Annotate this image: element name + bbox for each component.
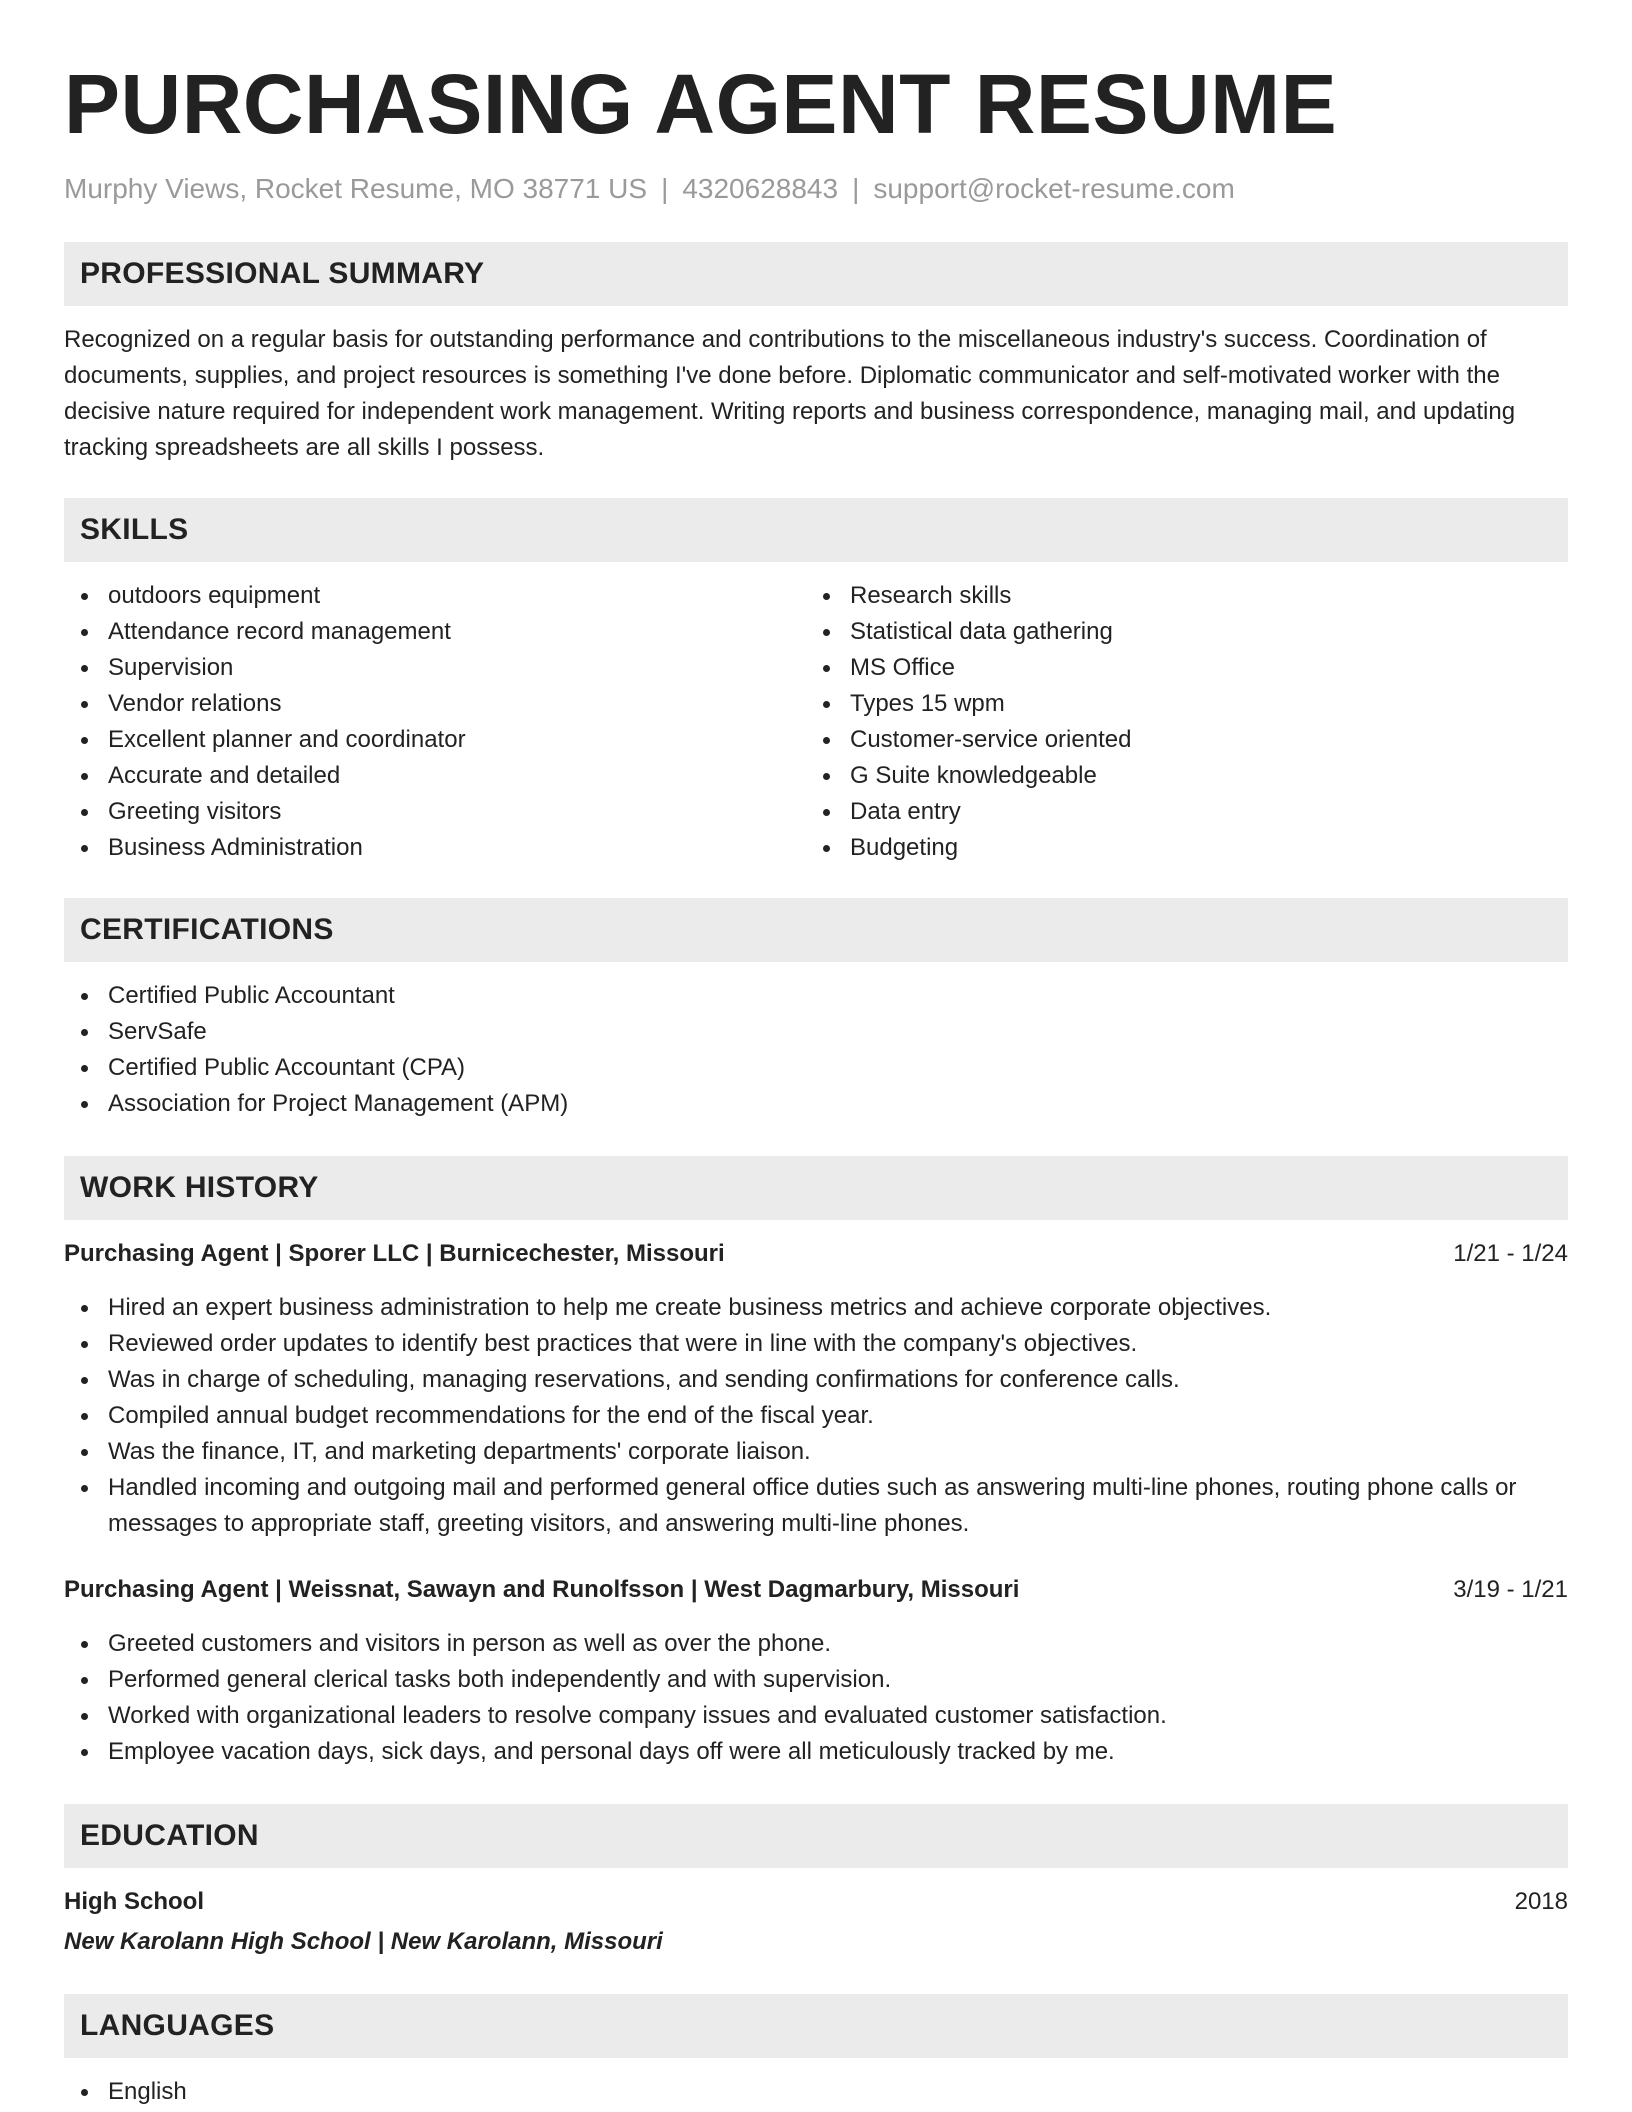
resume-title: PURCHASING AGENT RESUME [64, 57, 1338, 151]
education-degree: High School [64, 1888, 204, 1915]
job-title: Purchasing Agent | Sporer LLC | Burnicechester, Missouri [64, 1240, 725, 1267]
education-heading: EDUCATION [64, 1804, 1568, 1868]
job-bullet: Performed general clerical tasks both independently and with supervision. [64, 1662, 1568, 1698]
job-bullet: Was in charge of scheduling, managing reservations, and sending confirmations for conference calls. [64, 1362, 1568, 1398]
certification-item: Certified Public Accountant (CPA) [64, 1050, 1568, 1086]
certification-item: Certified Public Accountant [64, 978, 1568, 1014]
skill-item: Accurate and detailed [64, 758, 806, 794]
skill-item: Vendor relations [64, 686, 806, 722]
skills-list-left [64, 578, 806, 866]
languages-list [64, 2074, 1568, 2110]
job-bullet: Was the finance, IT, and marketing departments' corporate liaison. [64, 1434, 1568, 1470]
contact-email: support@rocket-resume.com [873, 173, 1235, 204]
skill-item: outdoors equipment [64, 578, 806, 614]
skill-item: G Suite knowledgeable [806, 758, 1548, 794]
skill-item: Budgeting [806, 830, 1548, 866]
skill-item: Customer-service oriented [806, 722, 1548, 758]
summary-text: Recognized on a regular basis for outstanding performance and contributions to the miscellaneous industry's success. Coordination of documents, supplies, and project resources is something I've done before. Diplomatic communicator and self-motivated worker with the decisive nature required for independent work management. Writing reports and business correspondence, managing mail, and updating tracking spreadsheets are all skills I possess. [64, 326, 1516, 461]
job-bullet: Greeted customers and visitors in person as well as over the phone. [64, 1626, 1568, 1662]
skills-column-left [64, 578, 806, 866]
skill-item: Business Administration [64, 830, 806, 866]
skill-item: Statistical data gathering [806, 614, 1548, 650]
skill-item: Supervision [64, 650, 806, 686]
languages-heading: LANGUAGES [64, 1994, 1568, 2058]
work-history-heading: WORK HISTORY [64, 1156, 1568, 1220]
contact-address: Murphy Views, Rocket Resume, MO 38771 US [64, 173, 648, 204]
job-bullets [64, 1290, 1568, 1542]
skill-item: MS Office [806, 650, 1548, 686]
language-item: English [64, 2074, 1568, 2110]
certifications-heading: CERTIFICATIONS [64, 898, 1568, 962]
job-dates: 1/21 - 1/24 [1453, 1240, 1568, 1267]
job-header [64, 1572, 1568, 1608]
skills-heading: SKILLS [64, 498, 1568, 562]
certification-item: ServSafe [64, 1014, 1568, 1050]
job-title: Purchasing Agent | Weissnat, Sawayn and Runolfsson | West Dagmarbury, Missouri [64, 1576, 1020, 1603]
certifications-list [64, 978, 1568, 1122]
certification-item: Association for Project Management (APM) [64, 1086, 1568, 1122]
skills-list-right [806, 578, 1548, 866]
job-bullet: Worked with organizational leaders to resolve company issues and evaluated customer satisfaction. [64, 1698, 1568, 1734]
job-bullet: Employee vacation days, sick days, and personal days off were all meticulously tracked by me. [64, 1734, 1568, 1770]
skills-columns [64, 578, 1568, 866]
skill-item: Excellent planner and coordinator [64, 722, 806, 758]
education-school: New Karolann High School | New Karolann, Missouri [64, 1928, 663, 1955]
skill-item: Greeting visitors [64, 794, 806, 830]
skill-item: Research skills [806, 578, 1548, 614]
summary-heading: PROFESSIONAL SUMMARY [64, 242, 1568, 306]
contact-separator: | [661, 173, 669, 204]
contact-line [64, 172, 1568, 206]
job-bullet: Reviewed order updates to identify best practices that were in line with the company's objectives. [64, 1326, 1568, 1362]
job-bullet: Compiled annual budget recommendations for the end of the fiscal year. [64, 1398, 1568, 1434]
job-header [64, 1236, 1568, 1272]
job-dates: 3/19 - 1/21 [1453, 1576, 1568, 1603]
resume-page [64, 0, 1568, 2110]
education-header [64, 1884, 1568, 1920]
skill-item: Types 15 wpm [806, 686, 1548, 722]
skills-column-right [806, 578, 1548, 866]
job-bullet: Hired an expert business administration to help me create business metrics and achieve corporate objectives. [64, 1290, 1568, 1326]
skill-item: Attendance record management [64, 614, 806, 650]
job-bullet: Handled incoming and outgoing mail and performed general office duties such as answering multi-line phones, routing phone calls or messages to appropriate staff, greeting visitors, and answering multi-line phones. [64, 1470, 1568, 1542]
skill-item: Data entry [806, 794, 1548, 830]
job-bullets [64, 1626, 1568, 1770]
contact-separator: | [852, 173, 860, 204]
education-year: 2018 [1514, 1888, 1568, 1915]
contact-phone: 4320628843 [682, 173, 839, 204]
